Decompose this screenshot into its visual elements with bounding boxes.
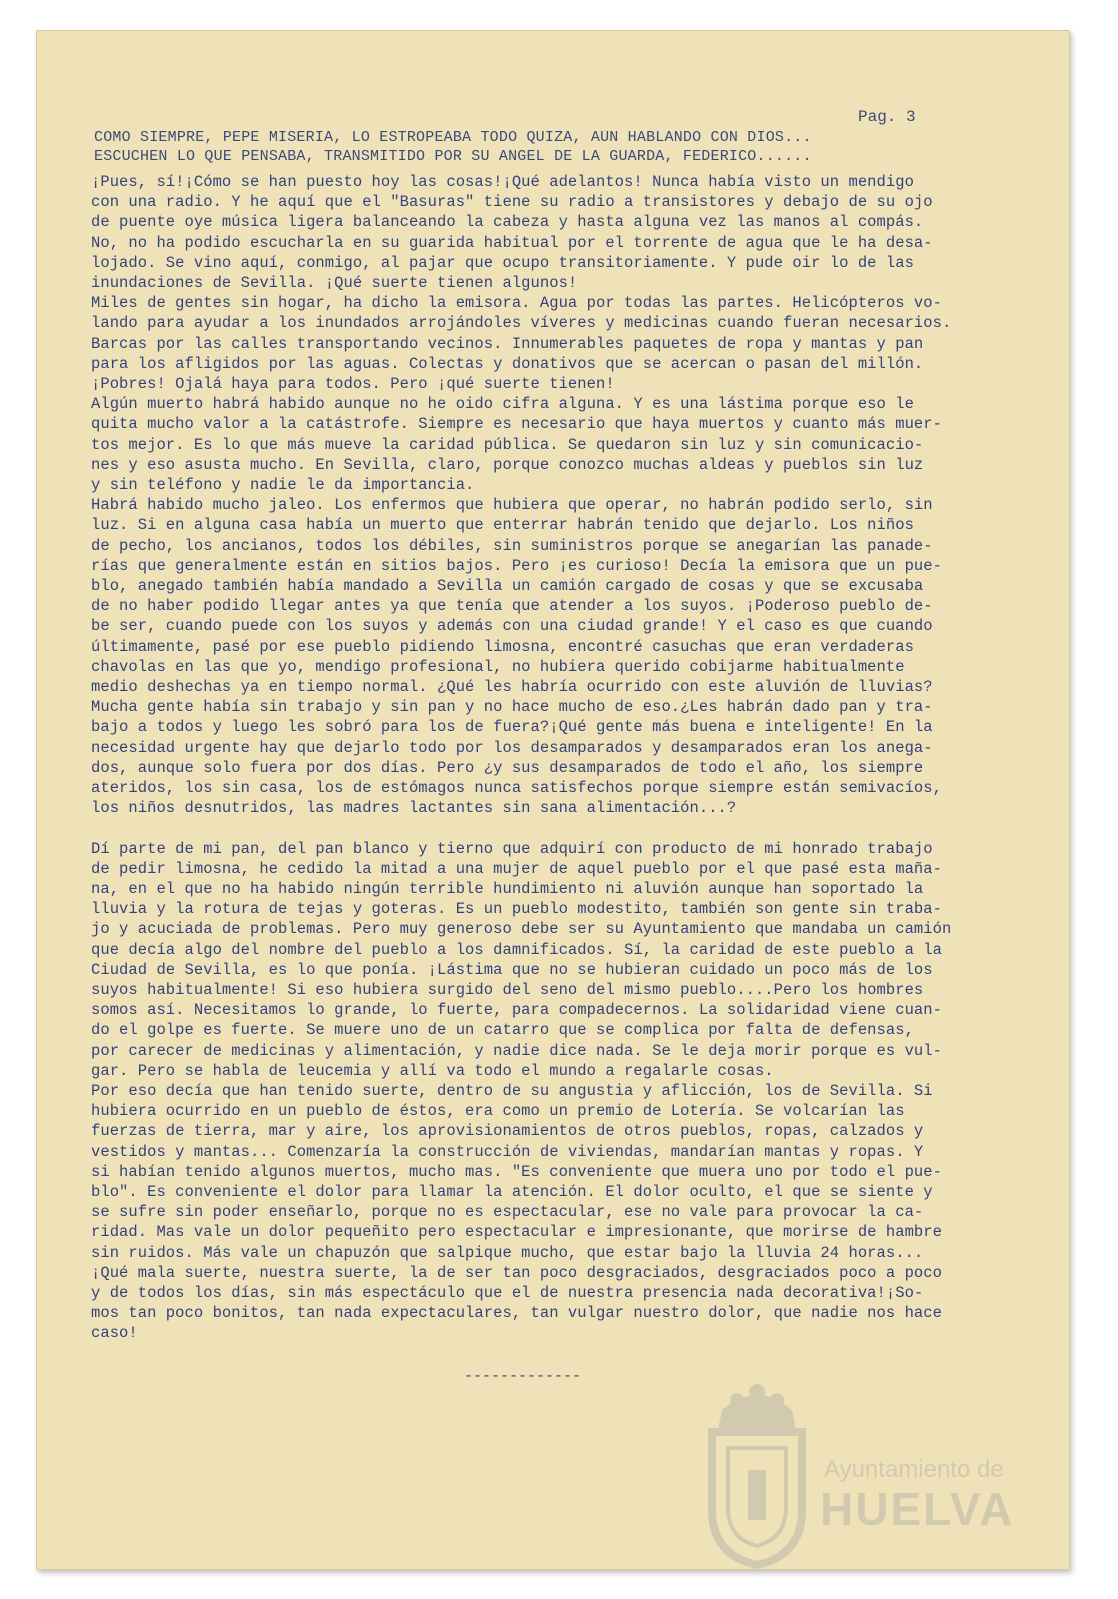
paragraph-2-line: vestidos y mantas... Comenzaría la construcción de viviendas, mandarían mantas y ropas. Y xyxy=(91,1142,924,1161)
document-sheet xyxy=(36,30,1070,1570)
paragraph-2-line: Por eso decía que han tenido suerte, dentro de su angustia y aflicción, los de Sevilla. Si xyxy=(91,1081,933,1100)
paragraph-1-line: necesidad urgente hay que dejarlo todo por los desamparados y desamparados eran los anega- xyxy=(91,738,933,757)
paragraph-1-line: Miles de gentes sin hogar, ha dicho la emisora. Agua por todas las partes. Helicópteros vo- xyxy=(91,294,942,313)
paragraph-1-line: be ser, cuando puede con los suyos y además con una ciudad grande! Y el caso es que cuando xyxy=(91,617,933,636)
archive-watermark xyxy=(692,1370,1052,1570)
paragraph-2-line: do el golpe es fuerte. Se muere uno de un catarro que se complica por falta de defensas, xyxy=(91,1021,914,1040)
paragraph-2-line: se sufre sin poder enseñarlo, porque no es espectacular, ese no vale para provocar la ca- xyxy=(91,1203,924,1222)
paragraph-gap xyxy=(91,819,1046,839)
heading xyxy=(94,128,954,166)
separator-line: ------------- xyxy=(464,1368,582,1385)
paragraph-1-line: últimamente, pasé por ese pueblo pidiendo limosna, encontré casuchas que eran verdaderas xyxy=(91,637,914,656)
paragraph-2-line: somos así. Necesitamos lo grande, lo fuerte, para compadecernos. La solidaridad viene cuan- xyxy=(91,1001,942,1020)
paragraph-1-line: ¡Pues, sí!¡Cómo se han puesto hoy las cosas!¡Qué adelantos! Nunca había visto un mendigo xyxy=(91,173,914,191)
paragraph-2-line: si habían tenido algunos muertos, mucho mas. "Es conveniente que muera uno por todo el pue- xyxy=(91,1162,942,1181)
paragraph-2-line: suyos habitualmente! Si eso hubiera surgido del seno del mismo pueblo....Pero los hombres xyxy=(91,980,924,999)
paragraph-1-line: luz. Si en alguna casa había un muerto que enterrar habrán tenido que dejarlo. Los niños xyxy=(91,516,914,535)
paragraph-1-line: lando para ayudar a los inundados arrojándoles víveres y medicinas cuando fueran necesarios. xyxy=(91,314,952,333)
paragraph-2-line: por carecer de medicinas y alimentación, y nadie dice nada. Se le deja morir porque es vul- xyxy=(91,1041,942,1060)
paragraph-2-line: gar. Pero se habla de leucemia y allí va todo el mundo a regalarle cosas. xyxy=(91,1061,774,1080)
paragraph-2-line: jo y acuciada de problemas. Pero muy generoso debe ser su Ayuntamiento que mandaba un camión xyxy=(91,920,952,939)
paragraph-1-line: blo, anegado también había mandado a Sevilla un camión cargado de cosas y que se excusaba xyxy=(91,577,924,596)
paragraph-2-line: caso! xyxy=(91,1324,138,1343)
paragraph-1-line: tos mejor. Es lo que más mueve la caridad pública. Se quedaron sin luz y sin comunicacio- xyxy=(91,435,924,454)
paragraph-1-line: quita mucho valor a la catástrofe. Siempre es necesario que haya muertos y cuanto más muer- xyxy=(91,415,942,434)
paragraph-1-line: y sin teléfono y nadie le da importancia. xyxy=(91,476,475,495)
paragraph-1-line: dos, aunque solo fuera por dos días. Pero ¿y sus desamparados de todo el año, los siempre xyxy=(91,758,924,777)
paragraph-2-line: Ciudad de Sevilla, es lo que ponía. ¡Lástima que no se hubieran cuidado un poco más de los xyxy=(91,960,933,979)
paragraph-2-line: ridad. Mas vale un dolor pequeñito pero espectacular e impresionante, que morirse de hambre xyxy=(91,1223,942,1242)
paragraph-2-line: blo". Es conveniente el dolor para llamar la atención. El dolor oculto, el que se siente y xyxy=(91,1182,933,1201)
paragraph-2-line: ¡Qué mala suerte, nuestra suerte, la de ser tan poco desgraciados, desgraciados poco a poco xyxy=(91,1263,942,1282)
paragraph-2-line: Dí parte de mi pan, del pan blanco y tierno que adquirí con producto de mi honrado trabajo xyxy=(91,839,933,858)
paragraph-1-line: inundaciones de Sevilla. ¡Qué suerte tienen algunos! xyxy=(91,274,578,293)
paragraph-1-line: Algún muerto habrá habido aunque no he oido cifra alguna. Y es una lástima porque eso le xyxy=(91,395,914,414)
paragraph-2-line: na, en el que no ha habido ningún terrible hundimiento ni aluvión aunque han soportado la xyxy=(91,879,924,898)
paragraph-1-line: medio deshechas ya en tiempo normal. ¿Qué les habría ocurrido con este aluvión de lluvias? xyxy=(91,678,933,697)
heading-line: ESCUCHEN LO QUE PENSABA, TRANSMITIDO POR SU ANGEL DE LA GUARDA, FEDERICO...... xyxy=(94,148,812,165)
paragraph-1-line: bajo a todos y luego les sobró para los de fuera?¡Qué gente más buena e inteligente! En la xyxy=(91,718,933,737)
watermark-line-2: HUELVA xyxy=(820,1483,1015,1535)
paragraph-1-line: ¡Pobres! Ojalá haya para todos. Pero ¡qué suerte tienen! xyxy=(91,375,615,394)
body-text xyxy=(91,172,1046,1344)
paragraph-1-line: Barcas por las calles transportando vecinos. Innumerables paquetes de ropa y mantas y pan xyxy=(91,334,924,353)
paragraph-2-line: que decía algo del nombre del pueblo a los damnificados. Sí, la caridad de este pueblo a la xyxy=(91,940,942,959)
paragraph-1-line: con una radio. Y he aquí que el "Basuras" tiene su radio a transistores y debajo de su ojo xyxy=(91,193,933,212)
paragraph-2-line: sin ruidos. Más vale un chapuzón que salpique mucho, que estar bajo la lluvia 24 horas... xyxy=(91,1243,924,1262)
paragraph-1-line: lojado. Se vino aquí, conmigo, al pajar que ocupo transitoriamente. Y pude oir lo de las xyxy=(91,253,914,272)
paragraph-2-line: hubiera ocurrido en un pueblo de éstos, era como un premio de Lotería. Se volcarían las xyxy=(91,1102,905,1121)
paragraph-1-line: los niños desnutridos, las madres lactantes sin sana alimentación...? xyxy=(91,799,737,818)
paragraph-1-line: Mucha gente había sin trabajo y sin pan y no hace mucho de eso.¿Les habrán dado pan y tra- xyxy=(91,698,933,717)
paragraph-1-line: rías que generalmente están en sitios bajos. Pero ¡es curioso! Decía la emisora que un pue- xyxy=(91,556,942,575)
paragraph-1-line: para los afligidos por las aguas. Colectas y donativos que se acercan o pasan del millón. xyxy=(91,354,924,373)
paragraph-1-line: nes y eso asusta mucho. En Sevilla, claro, porque conozco muchas aldeas y pueblos sin luz xyxy=(91,455,924,474)
paragraph-1-line: ateridos, los sin casa, los de estómagos nunca satisfechos porque siempre están semivacíos, xyxy=(91,779,942,798)
watermark-line-1: Ayuntamiento de xyxy=(824,1456,1004,1483)
paragraph-1-line: Habrá habido mucho jaleo. Los enfermos que hubiera que operar, no habrán podido serlo, sin xyxy=(91,496,933,515)
paragraph-2-line: de pedir limosna, he cedido la mitad a una mujer de aquel pueblo por el que pasé esta maña- xyxy=(91,859,942,878)
paragraph-2-line: fuerzas de tierra, mar y aire, los aprovisionamientos de otros pueblos, ropas, calzados y xyxy=(91,1122,924,1141)
paragraph-2-line: mos tan poco bonitos, tan nada expectaculares, tan vulgar nuestro dolor, que nadie nos hace xyxy=(91,1304,942,1323)
coat-of-arms-icon xyxy=(692,1370,822,1570)
paragraph-1-line: No, no ha podido escucharla en su guarida habitual por el torrente de agua que le ha desa- xyxy=(91,233,933,252)
paragraph-1-line: chavolas en las que yo, mendigo profesional, no hubiera querido cobijarme habitualmente xyxy=(91,657,905,676)
paragraph-1-line: de puente oye música ligera balanceando la cabeza y hasta alguna vez las manos al compás. xyxy=(91,213,924,232)
paragraph-2-line: lluvia y la rotura de tejas y goteras. Es un pueblo modestito, también son gente sin traba- xyxy=(91,900,942,919)
page-number: Pag. 3 xyxy=(858,108,916,126)
paragraph-2-line: y de todos los días, sin más espectáculo que el de nuestra presencia nada decorativa!¡So- xyxy=(91,1283,924,1302)
heading-line: COMO SIEMPRE, PEPE MISERIA, LO ESTROPEABA TODO QUIZA, AUN HABLANDO CON DIOS... xyxy=(94,129,812,146)
paragraph-1-line: de no haber podido llegar antes ya que tenía que atender a los suyos. ¡Poderoso pueblo de- xyxy=(91,597,933,616)
paragraph-1-line: de pecho, los ancianos, todos los débiles, sin suministros porque se anegarían las panade- xyxy=(91,536,933,555)
